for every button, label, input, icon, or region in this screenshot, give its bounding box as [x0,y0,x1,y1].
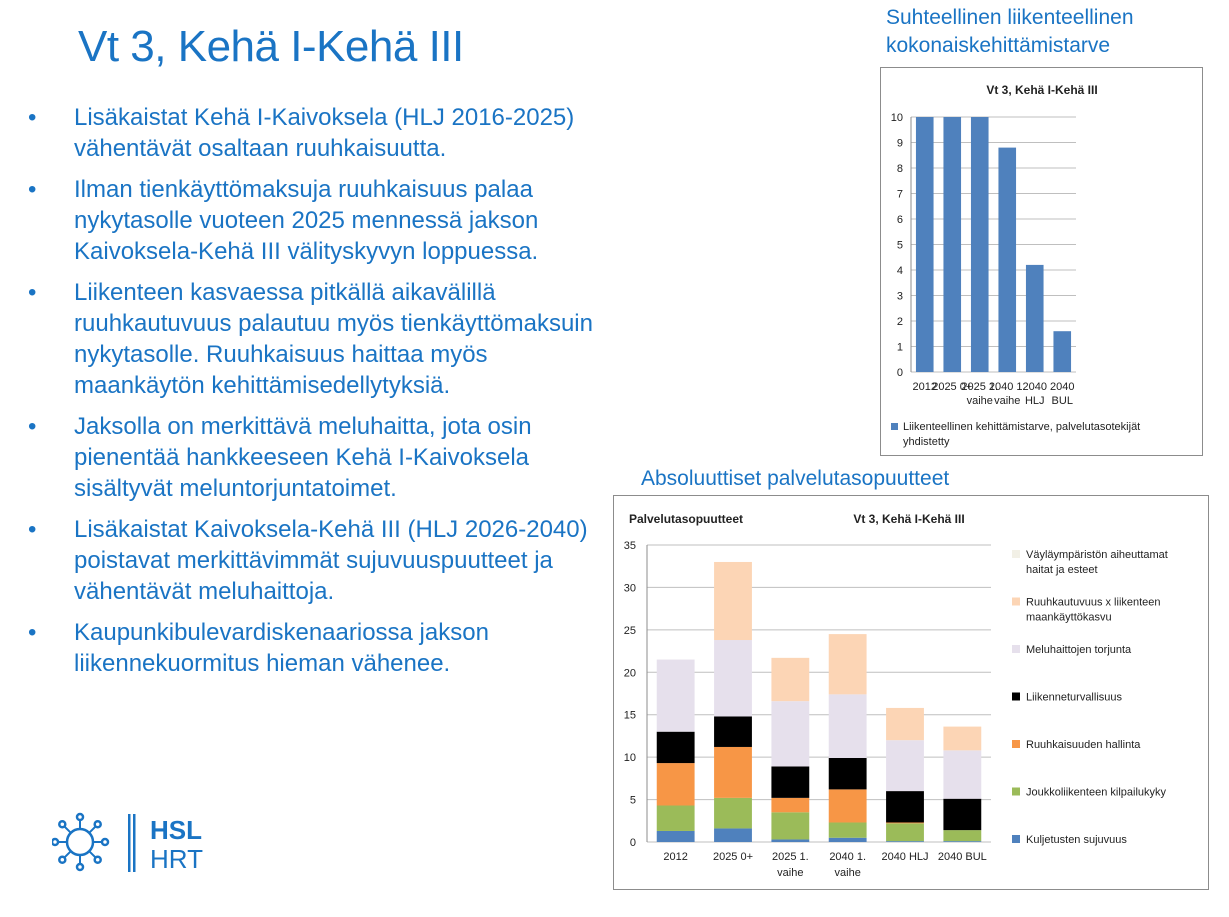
bar [971,117,989,372]
y-tick-label: 5 [629,794,636,807]
bar-segment [657,831,695,842]
x-tick-label: HLJ [1024,395,1045,407]
bar-segment [714,716,752,747]
x-tick-label: 2025 1. [771,851,809,863]
bullet-item [28,174,618,267]
y-tick-label: 35 [623,540,636,552]
page-title: Vt 3, Kehä I-Kehä III [78,22,464,71]
legend-label: Meluhaittojen torjunta [1026,644,1132,656]
service-deficiency-chart [613,495,1209,890]
legend-label: Kuljetusten sujuvuus [1026,834,1127,846]
bar-segment [714,640,752,716]
bar-segment [714,562,752,640]
bar [916,117,934,372]
bar-segment [943,750,981,798]
y-tick-label: 10 [623,752,636,765]
bar-segment [829,789,867,822]
bullet-item [28,514,618,607]
legend-label: Joukkoliikenteen kilpailukyky [1026,786,1167,799]
bar-segment [829,822,867,837]
x-tick-label: BUL [1051,395,1073,407]
y-tick-label: 2 [896,316,903,328]
y-tick-label: 3 [896,290,903,303]
bar-segment [771,798,809,812]
bar-segment [943,727,981,751]
legend-label: yhdistetty [903,436,950,448]
bullet-marker: • [28,619,37,646]
legend-label: Liikenneturvallisuus [1026,691,1122,704]
x-tick-label: 2040 [1022,381,1047,393]
y-tick-label: 20 [623,667,636,680]
bullet-marker: • [28,279,37,306]
bar-segment [714,747,752,798]
legend-label: Liikenteellinen kehittämistarve, palvelutasotekijät [903,421,1141,433]
bar-segment [657,732,695,763]
logo-text-hsl: HSL [150,815,202,845]
bullet-marker: • [28,176,37,203]
legend-label: haitat ja esteet [1026,564,1098,576]
bullet-item [28,617,618,679]
logo-divider [128,814,131,872]
hsl-hrt-logo [52,812,222,874]
sun-emblem-icon [52,814,108,870]
bar-segment [829,838,867,842]
x-tick-label: 2025 0+ [932,381,973,393]
bullet-text: Kaupunkibulevardiskenaariossa jakson liikennekuormitus hieman vähenee. [74,619,489,677]
bullet-item [28,411,618,504]
y-tick-label: 30 [623,582,636,595]
bar-segment [657,660,695,732]
legend-swatch [1012,788,1020,796]
bar-segment [943,841,981,842]
y-tick-label: 10 [890,112,903,124]
bar-segment [829,634,867,694]
bar-segment [829,694,867,758]
relative-need-chart-svg [881,68,1204,457]
y-tick-label: 4 [896,265,903,277]
x-tick-label: 2025 0+ [712,851,754,863]
bar-segment [714,798,752,829]
logo-divider [133,814,136,872]
chart-subtitle: Palvelutasopuutteet [629,512,744,526]
x-tick-label: 2040 1. [988,381,1026,393]
legend-label: maankäyttökasvu [1026,611,1112,624]
y-tick-label: 5 [896,239,903,252]
bar-segment [771,658,809,701]
legend-swatch [891,423,898,430]
bar [1026,265,1044,372]
bullet-item [28,102,618,164]
bar [943,117,961,372]
bar-segment [829,758,867,789]
x-tick-label: 2040 [1050,381,1075,393]
legend-swatch [1012,550,1020,558]
bullet-text: Lisäkaistat Kehä I-Kaivoksela (HLJ 2016-2025) vähentävät osaltaan ruuhkaisuutta. [74,104,575,162]
bullet-text: Jaksolla on merkittävä meluhaitta, jota osin pienentää hankkeeseen Kehä I-Kaivoksela sisältyvät meluntorjuntatoimet. [74,413,532,502]
bullet-marker: • [28,104,37,131]
legend-label: Ruuhkaisuuden hallinta [1026,739,1141,751]
bullet-item [28,277,618,401]
bar-segment [657,806,695,831]
bar-segment [771,701,809,766]
y-tick-label: 8 [896,163,903,175]
relative-need-chart [880,67,1203,456]
y-tick-label: 6 [896,214,903,226]
y-tick-label: 7 [896,188,903,201]
chart2-heading: Absoluuttiset palvelutasopuutteet [641,467,950,490]
x-tick-label: 2040 BUL [937,851,987,863]
bar-segment [943,830,981,841]
x-tick-label: vaihe [777,867,804,879]
bullet-text: Ilman tienkäyttömaksuja ruuhkaisuus palaa nykytasolle vuoteen 2025 mennessä jakson Kaivoksela-Kehä III välityskyvyn loppuessa. [74,176,539,265]
legend-swatch [1012,835,1020,843]
bullet-text: Liikenteen kasvaessa pitkällä aikavälillä ruuhkautuvuus palautuu myös tienkäyttömaksuin nykytasolle. Ruuhkaisuus haittaa myös maankäytön kehittämisedellytyksiä. [74,279,593,399]
bar-segment [714,828,752,842]
legend-label: Väyläympäristön aiheuttamat [1026,549,1168,561]
bar-segment [771,839,809,842]
bullet-marker: • [28,516,37,543]
chart-title: Vt 3, Kehä I-Kehä III [986,83,1098,97]
x-tick-label: 2012 [912,381,937,393]
legend-label: Ruuhkautuvuus x liikenteen [1026,596,1161,609]
y-tick-label: 9 [896,137,903,150]
x-tick-label: 2040 HLJ [881,851,929,863]
bullet-text: Lisäkaistat Kaivoksela-Kehä III (HLJ 2026-2040) poistavat merkittävimmät sujuvuuspuutteet ja vähentävät meluhaittoja. [74,516,588,605]
bar [1053,331,1071,372]
chart1-heading: Suhteellinen liikenteellinen kokonaiskehittämistarve [886,6,1134,57]
bar [998,148,1016,372]
bullet-marker: • [28,413,37,440]
bar-segment [657,763,695,805]
bar-segment [886,791,924,822]
y-tick-label: 0 [629,837,636,849]
bar-segment [886,823,924,841]
bar-segment [886,708,924,740]
logo-text-hrt: HRT [150,844,203,874]
bar-segment [886,841,924,842]
bar-segment [771,766,809,797]
bullet-list [28,102,618,689]
x-tick-label: vaihe [834,867,861,879]
y-tick-label: 1 [896,341,903,354]
y-tick-label: 25 [623,624,636,637]
chart-title: Vt 3, Kehä I-Kehä III [853,512,965,526]
x-tick-label: 2040 1. [829,851,867,863]
y-tick-label: 0 [896,367,903,379]
service-deficiency-chart-svg [614,496,1210,891]
legend-swatch [1012,645,1020,653]
x-tick-label: vaihe [966,395,993,407]
bar-segment [771,812,809,839]
x-tick-label: 2025 1. [961,381,999,393]
bar-segment [886,740,924,791]
bar-segment [886,822,924,823]
legend-swatch [1012,693,1020,701]
x-tick-label: 2012 [663,851,688,863]
x-tick-label: vaihe [994,395,1021,407]
y-tick-label: 15 [623,709,636,722]
bar-segment [943,799,981,830]
legend-swatch [1012,598,1020,606]
legend-swatch [1012,740,1020,748]
